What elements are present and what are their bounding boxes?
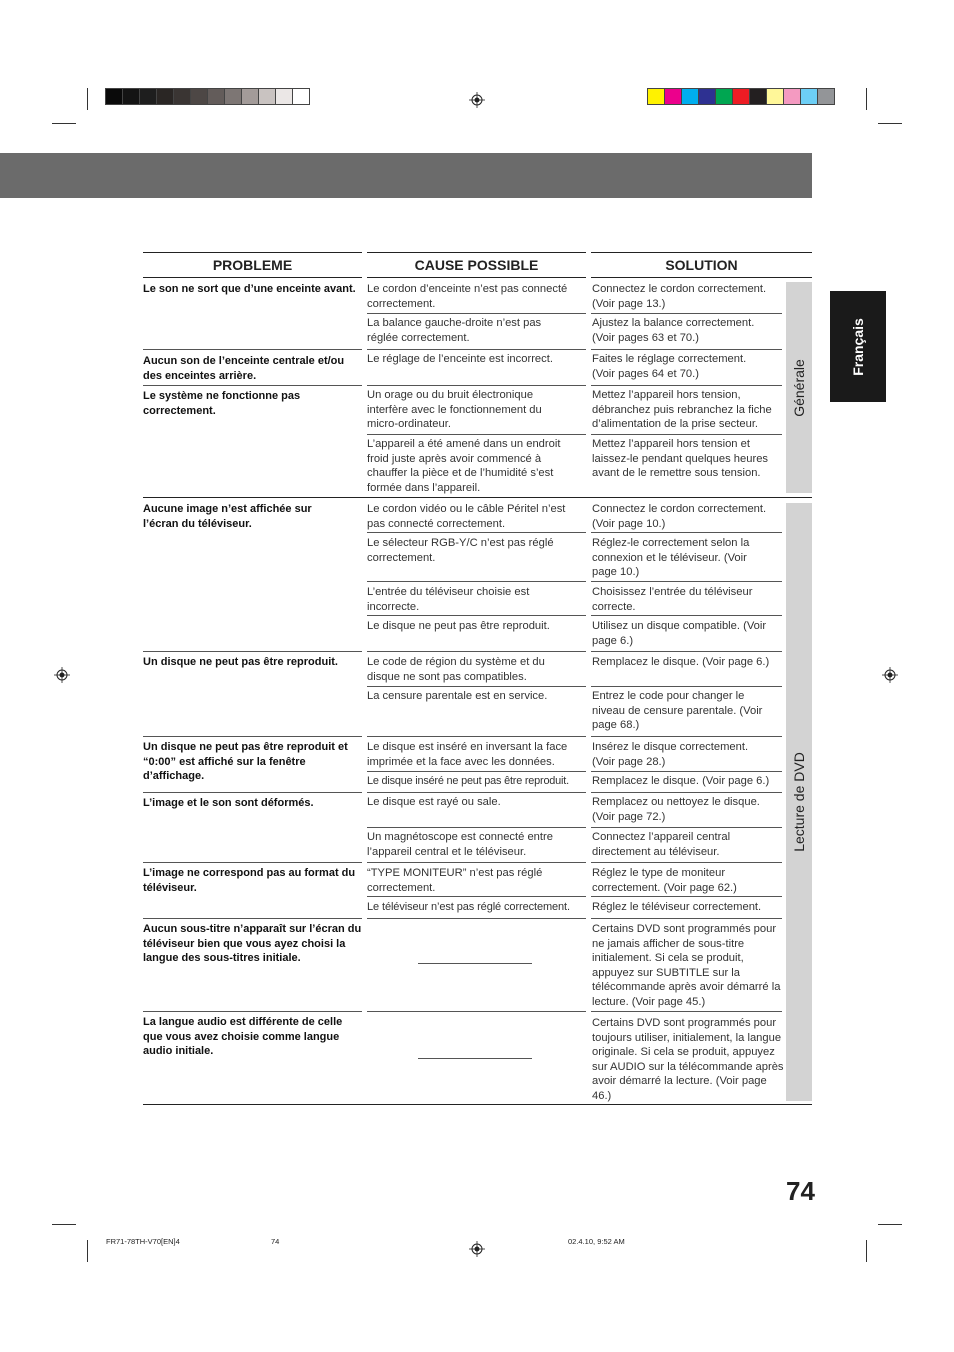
solution-cell: Réglez le type de moniteur correctement. (Voir page 62.)	[592, 867, 737, 894]
color-swatch	[139, 88, 157, 105]
solution-cell: Remplacez ou nettoyez le disque. (Voir page 72.)	[592, 796, 760, 823]
row-divider	[591, 581, 782, 582]
cause-cell: Le disque est inséré en inversant la face imprimée et la face avec les données.	[367, 741, 568, 768]
row-divider	[367, 862, 586, 863]
color-swatch	[766, 88, 784, 105]
row-divider	[367, 827, 586, 828]
color-swatch	[783, 88, 801, 105]
solution-cell: Connectez le cordon correctement. (Voir page 10.)	[592, 503, 767, 530]
row-divider	[367, 349, 586, 350]
gray-swatch-strip	[106, 88, 310, 105]
problem-cell: La langue audio est différente de celle que vous avez choisie comme langue audio initiale.	[143, 1016, 343, 1057]
row-divider	[143, 1011, 362, 1012]
color-swatch	[698, 88, 716, 105]
solution-cell: Connectez le cordon correctement. (Voir page 13.)	[592, 283, 767, 310]
row-divider	[591, 615, 782, 616]
cause-cell: L’entrée du téléviseur choisie est incorrecte.	[367, 586, 530, 613]
cause-cell: La censure parentale est en service.	[367, 690, 548, 702]
section-label: Lecture de DVD	[791, 752, 807, 852]
row-divider	[143, 349, 362, 350]
cause-cell: Le disque est rayé ou sale.	[367, 796, 501, 808]
row-divider	[367, 792, 586, 793]
solution-cell: Utilisez un disque compatible. (Voir page 6.)	[592, 620, 767, 647]
registration-mark-icon	[469, 1241, 485, 1257]
crop-mark	[878, 1224, 902, 1225]
row-divider	[367, 385, 586, 386]
section-band-lecture-dvd	[786, 503, 812, 1101]
color-swatch	[207, 88, 225, 105]
solution-cell: Mettez l’appareil hors tension, débranchez puis rebranchez la fiche d’alimentation de la prise secteur.	[592, 389, 772, 430]
crop-mark	[878, 123, 902, 124]
row-divider	[367, 918, 586, 919]
problem-cell: Aucun son de l’enceinte centrale et/ou des enceintes arrière.	[143, 355, 345, 382]
row-divider	[591, 827, 782, 828]
row-divider	[367, 581, 586, 582]
color-swatch	[105, 88, 123, 105]
section-band-generale	[786, 282, 812, 493]
column-header-probleme: PROBLEME	[143, 252, 362, 278]
solution-cell: Ajustez la balance correctement. (Voir pages 63 et 70.)	[592, 317, 755, 344]
row-divider	[591, 792, 782, 793]
color-swatch	[292, 88, 310, 105]
problem-cell: Aucun sous-titre n’apparaît sur l’écran du téléviseur bien que vous ayez choisi la langue des sous-titres initiale.	[143, 923, 362, 964]
row-divider	[367, 434, 586, 435]
header-bar	[0, 153, 812, 198]
row-divider	[591, 896, 782, 897]
row-divider	[367, 736, 586, 737]
cause-cell: Le téléviseur n’est pas réglé correctement.	[367, 901, 570, 913]
color-swatch	[241, 88, 259, 105]
solution-cell: Choisissez l’entrée du téléviseur correcte.	[592, 586, 753, 613]
color-swatch	[715, 88, 733, 105]
color-swatch	[732, 88, 750, 105]
solution-cell: Remplacez le disque. (Voir page 6.)	[592, 775, 770, 787]
problem-cell: Un disque ne peut pas être reproduit et “0:00” est affiché sur la fenêtre d’affichage.	[143, 741, 348, 782]
solution-cell: Connectez l’appareil central directement au téléviseur.	[592, 831, 731, 858]
problem-cell: L’image et le son sont déformés.	[143, 797, 314, 809]
color-swatch	[275, 88, 293, 105]
row-divider	[591, 313, 782, 314]
solution-cell: Remplacez le disque. (Voir page 6.)	[592, 656, 770, 668]
row-divider	[367, 1011, 586, 1012]
color-swatch	[817, 88, 835, 105]
problem-cell: Aucune image n’est affichée sur l’écran du téléviseur.	[143, 503, 312, 530]
row-divider	[591, 862, 782, 863]
cause-cell: Un orage ou du bruit électronique interfère avec le fonctionnement du micro-ordinateur.	[367, 389, 542, 430]
color-swatch-strip	[648, 88, 835, 105]
footer-page: 74	[271, 1237, 280, 1246]
language-tab-label: Français	[850, 317, 866, 376]
cause-cell: Un magnétoscope est connecté entre l’appareil central et le téléviseur.	[367, 831, 553, 858]
row-divider	[143, 918, 362, 919]
row-divider	[591, 385, 782, 386]
language-tab	[830, 291, 886, 402]
row-divider	[367, 615, 586, 616]
color-swatch	[681, 88, 699, 105]
empty-cause-line	[418, 963, 532, 964]
row-divider	[143, 385, 362, 386]
problem-cell: Un disque ne peut pas être reproduit.	[143, 656, 338, 668]
solution-cell: Faites le réglage correctement. (Voir pages 64 et 70.)	[592, 353, 747, 380]
registration-mark-icon	[882, 667, 898, 683]
crop-mark	[87, 1240, 88, 1262]
page-number: 74	[786, 1176, 815, 1206]
problem-cell: Le son ne sort que d’une enceinte avant.	[143, 283, 356, 295]
row-divider	[591, 1011, 782, 1012]
row-divider	[591, 434, 782, 435]
color-swatch	[749, 88, 767, 105]
solution-cell: Entrez le code pour changer le niveau de censure parentale. (Voir page 68.)	[592, 690, 763, 731]
color-swatch	[647, 88, 665, 105]
cause-cell: La balance gauche-droite n’est pas réglée correctement.	[367, 317, 542, 344]
crop-mark	[52, 123, 76, 124]
section-divider	[143, 497, 812, 498]
cause-cell: Le disque inséré ne peut pas être reproduit.	[367, 775, 569, 787]
row-divider	[143, 651, 362, 652]
row-divider	[143, 862, 362, 863]
section-label: Générale	[791, 358, 807, 417]
cause-cell: L’appareil a été amené dans un endroit froid juste après avoir commencé à chauffer la pièce et de l’humidité s’est formée dans l’appareil.	[367, 438, 561, 494]
solution-cell: Insérez le disque correctement. (Voir page 28.)	[592, 741, 749, 768]
problem-cell: Le système ne fonctionne pas correctement.	[143, 390, 301, 417]
color-swatch	[156, 88, 174, 105]
solution-cell: Certains DVD sont programmés pour toujours utiliser, initialement, la langue originale. Si cela se produit, appuyez sur AUDIO sur la télécommande après avoir démarré la lecture. (Voir page 46.)	[592, 1017, 784, 1102]
row-divider	[367, 771, 586, 772]
color-swatch	[258, 88, 276, 105]
row-divider	[591, 736, 782, 737]
row-divider	[591, 771, 782, 772]
cause-cell: Le code de région du système et du disque ne sont pas compatibles.	[367, 656, 545, 683]
solution-cell: Réglez-le correctement selon la connexion et le téléviseur. (Voir page 10.)	[592, 537, 750, 578]
row-divider	[367, 532, 586, 533]
crop-mark	[52, 1224, 76, 1225]
registration-mark-icon	[469, 92, 485, 108]
cause-cell: Le cordon d’enceinte n’est pas connecté correctement.	[367, 283, 568, 310]
column-header-solution: SOLUTION	[591, 252, 812, 278]
row-divider	[591, 918, 782, 919]
cause-cell: Le sélecteur RGB-Y/C n’est pas réglé correctement.	[367, 537, 554, 564]
empty-cause-line	[418, 1058, 532, 1059]
solution-cell: Réglez le téléviseur correctement.	[592, 901, 762, 913]
row-divider	[367, 686, 586, 687]
color-swatch	[800, 88, 818, 105]
crop-mark	[87, 88, 88, 110]
color-swatch	[664, 88, 682, 105]
solution-cell: Mettez l’appareil hors tension et laissez-le pendant quelques heures avant de le remettre sous tension.	[592, 438, 769, 479]
row-divider	[591, 349, 782, 350]
color-swatch	[224, 88, 242, 105]
row-divider	[591, 532, 782, 533]
row-divider	[143, 736, 362, 737]
color-swatch	[190, 88, 208, 105]
footer-doc-code: FR71-78TH-V70[EN]4	[106, 1237, 180, 1246]
crop-mark	[866, 1240, 867, 1262]
cause-cell: Le disque ne peut pas être reproduit.	[367, 620, 550, 632]
row-divider	[367, 313, 586, 314]
crop-mark	[866, 88, 867, 110]
row-divider	[367, 651, 586, 652]
row-divider	[591, 686, 782, 687]
row-divider	[143, 792, 362, 793]
cause-cell: “TYPE MONITEUR” n’est pas réglé correctement.	[367, 867, 543, 894]
registration-mark-icon	[54, 667, 70, 683]
row-divider	[367, 896, 586, 897]
solution-cell: Certains DVD sont programmés pour ne jamais afficher de sous-titre initialement. Si cela se produit, appuyez sur SUBTITLE sur la télécommande après avoir démarré la lecture. (Voir page 45.)	[592, 923, 781, 1008]
column-header-cause: CAUSE POSSIBLE	[367, 252, 586, 278]
problem-cell: L’image ne correspond pas au format du téléviseur.	[143, 867, 356, 894]
table-bottom-border	[143, 1104, 812, 1105]
color-swatch	[173, 88, 191, 105]
color-swatch	[122, 88, 140, 105]
cause-cell: Le réglage de l’enceinte est incorrect.	[367, 353, 553, 365]
row-divider	[591, 651, 782, 652]
footer-timestamp: 02.4.10, 9:52 AM	[568, 1237, 625, 1246]
cause-cell: Le cordon vidéo ou le câble Péritel n’est pas connecté correctement.	[367, 503, 566, 530]
